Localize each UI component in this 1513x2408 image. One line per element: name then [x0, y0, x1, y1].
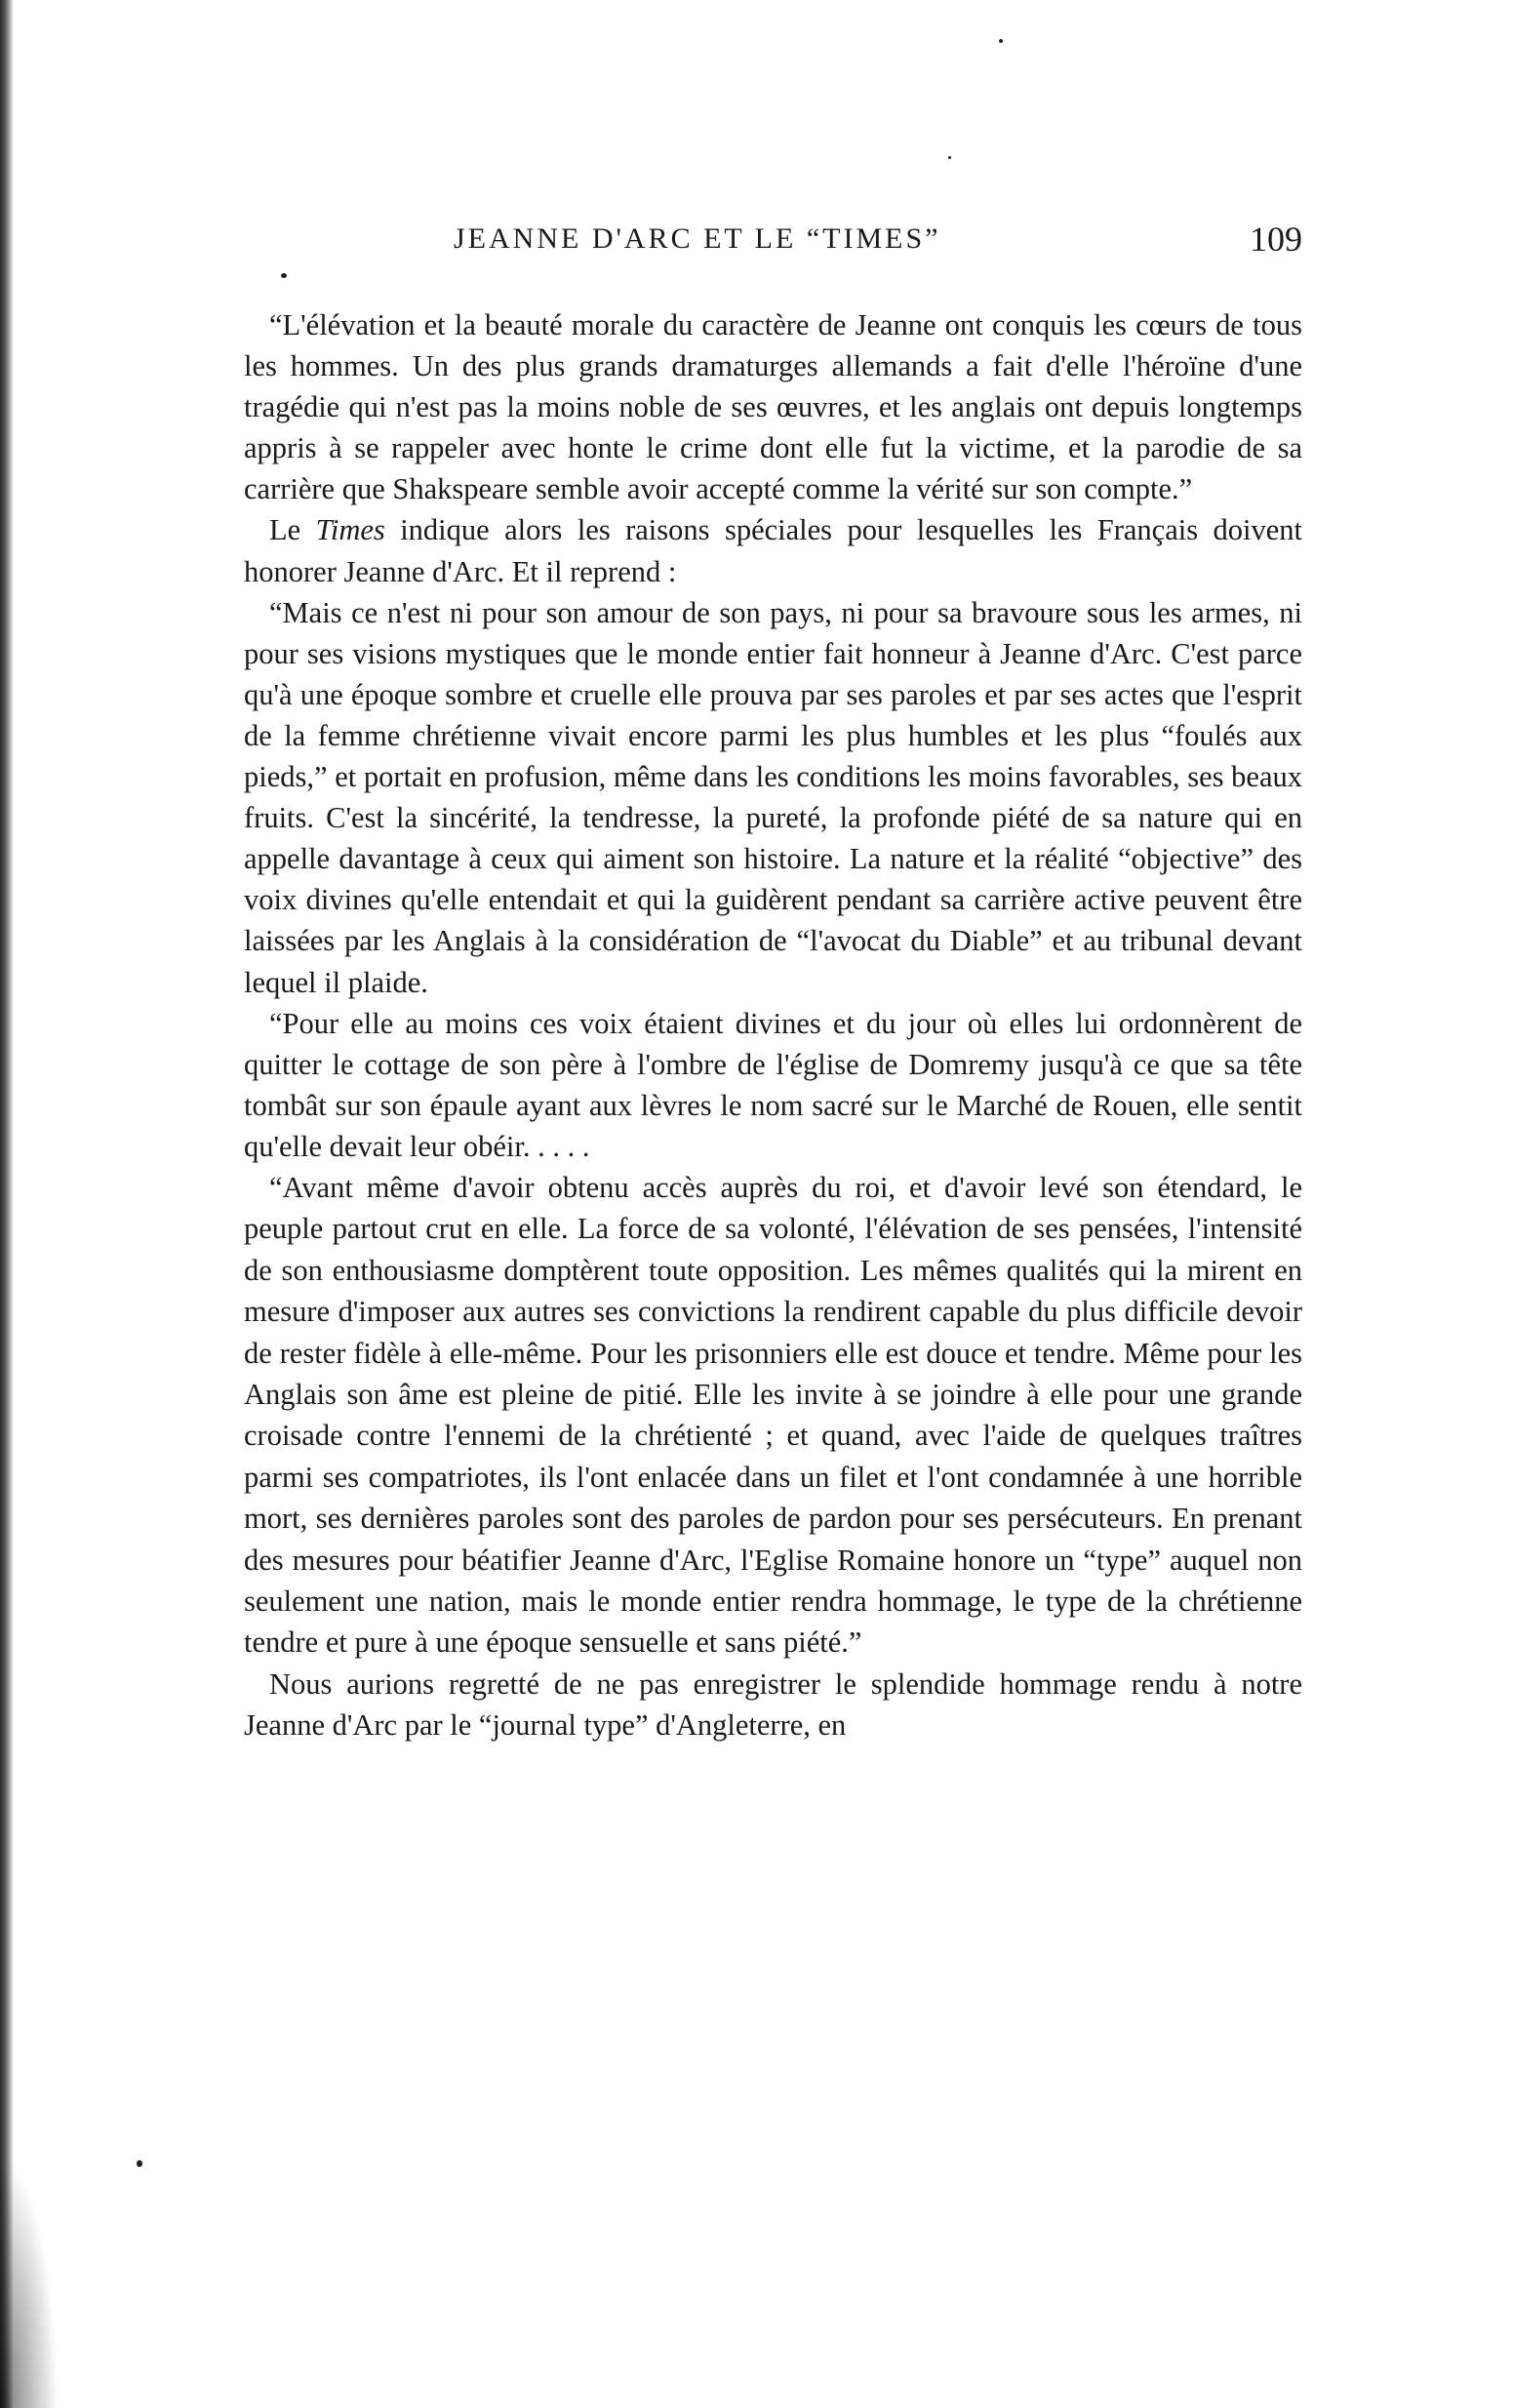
paragraph-hommage: Nous aurions regretté de ne pas enregistrer le splendide hommage rendu à notre Jeanne d'Arc par le “journal type” d'Angleterre, en [244, 1666, 1302, 1743]
paragraph-times-intro [244, 509, 1302, 591]
page-header [249, 222, 1302, 271]
page-number: 109 [1250, 220, 1302, 259]
body-text [244, 304, 1302, 1746]
text-run: indique alors les raisons spéciales pour lesquelles les Français doivent honorer Jeanne d'Arc. Et il reprend : [244, 513, 1303, 588]
scan-speck [281, 273, 287, 278]
scan-speck [999, 39, 1003, 43]
paragraph-quote-mais: “Mais ce n'est ni pour son amour de son pays, ni pour sa bravoure sous les armes, ni pour ses visions mystiques que le monde entier fait honneur à Jeanne d'Arc. C'est parce qu'à une époque sombre et cruelle elle prouva par ses paroles et par ses actes que l'esprit de la femme chrétienne vivait encore parmi les plus humbles et les plus “foulés aux pieds,” et portait en profusion, même dans les conditions les moins favorables, ses beaux fruits. C'est la sincérité, la tendresse, la pureté, la profonde piété de sa nature qui en appelle davantage à ceux qui aiment son histoire. La nature et la réalité “objective” des voix divines qu'elle entendait et qui la guidèrent pendant sa carrière active peuvent être laissées par les Anglais à la considération de “l'avocat du Diable” et au tribunal devant lequel il plaide. [244, 595, 1302, 999]
scan-speck [948, 156, 951, 159]
paragraph-quote-voix: “Pour elle au moins ces voix étaient divines et du jour où elles lui ordonnèrent de quitter le cottage de son père à l'ombre de l'église de Domremy jusqu'à ce que sa tête tombât sur son épaule ayant aux lèvres le nom sacré sur le Marché de Rouen, elle sentit qu'elle devait leur obéir. . . . . [244, 1006, 1302, 1163]
binding-shadow [0, 2154, 59, 2408]
scan-speck [137, 2160, 142, 2167]
newspaper-title-italic: Times [315, 513, 385, 547]
page-binding-edge [0, 0, 14, 2408]
running-head: JEANNE D'ARC ET LE “TIMES” [454, 222, 941, 255]
paragraph-quote-avant: “Avant même d'avoir obtenu accès auprès du roi, et d'avoir levé son étendard, le peuple partout crut en elle. La force de sa volonté, l'élévation de ses pensées, l'intensité de son enthousiasme domptèrent toute opposition. Les mêmes qualités qui la mirent en mesure d'imposer aux autres ses convictions la rendirent capable du plus difficile devoir de rester fidèle à elle-même. Pour les prisonniers elle est douce et tendre. Même pour les Anglais son âme est pleine de pitié. Elle les invite à se joindre à elle pour une grande croisade contre l'ennemi de la chrétienté ; et quand, avec l'aide de quelques traîtres parmi ses compatriotes, ils l'ont enlacée dans un filet et l'ont condamnée à une horrible mort, ses dernières paroles sont des paroles de pardon pour ses persécuteurs. En prenant des mesures pour béatifier Jeanne d'Arc, l'Eglise Romaine honore un “type” auquel non seulement une nation, mais le monde entier rendra hommage, le type de la chrétienne tendre et pure à une époque sensuelle et sans piété.” [244, 1170, 1302, 1660]
text-run: Le [269, 513, 316, 547]
paragraph-quote-elevation: “L'élévation et la beauté morale du caractère de Jeanne ont conquis les cœurs de tous les hommes. Un des plus grands dramaturges allemands a fait d'elle l'héroïne d'une tragédie qui n'est pas la moins noble de ses œuvres, et les anglais ont depuis longtemps appris à se rappeler avec honte le crime dont elle fut la victime, et la parodie de sa carrière que Shakspeare semble avoir accepté comme la vérité sur son compte.” [244, 308, 1302, 506]
